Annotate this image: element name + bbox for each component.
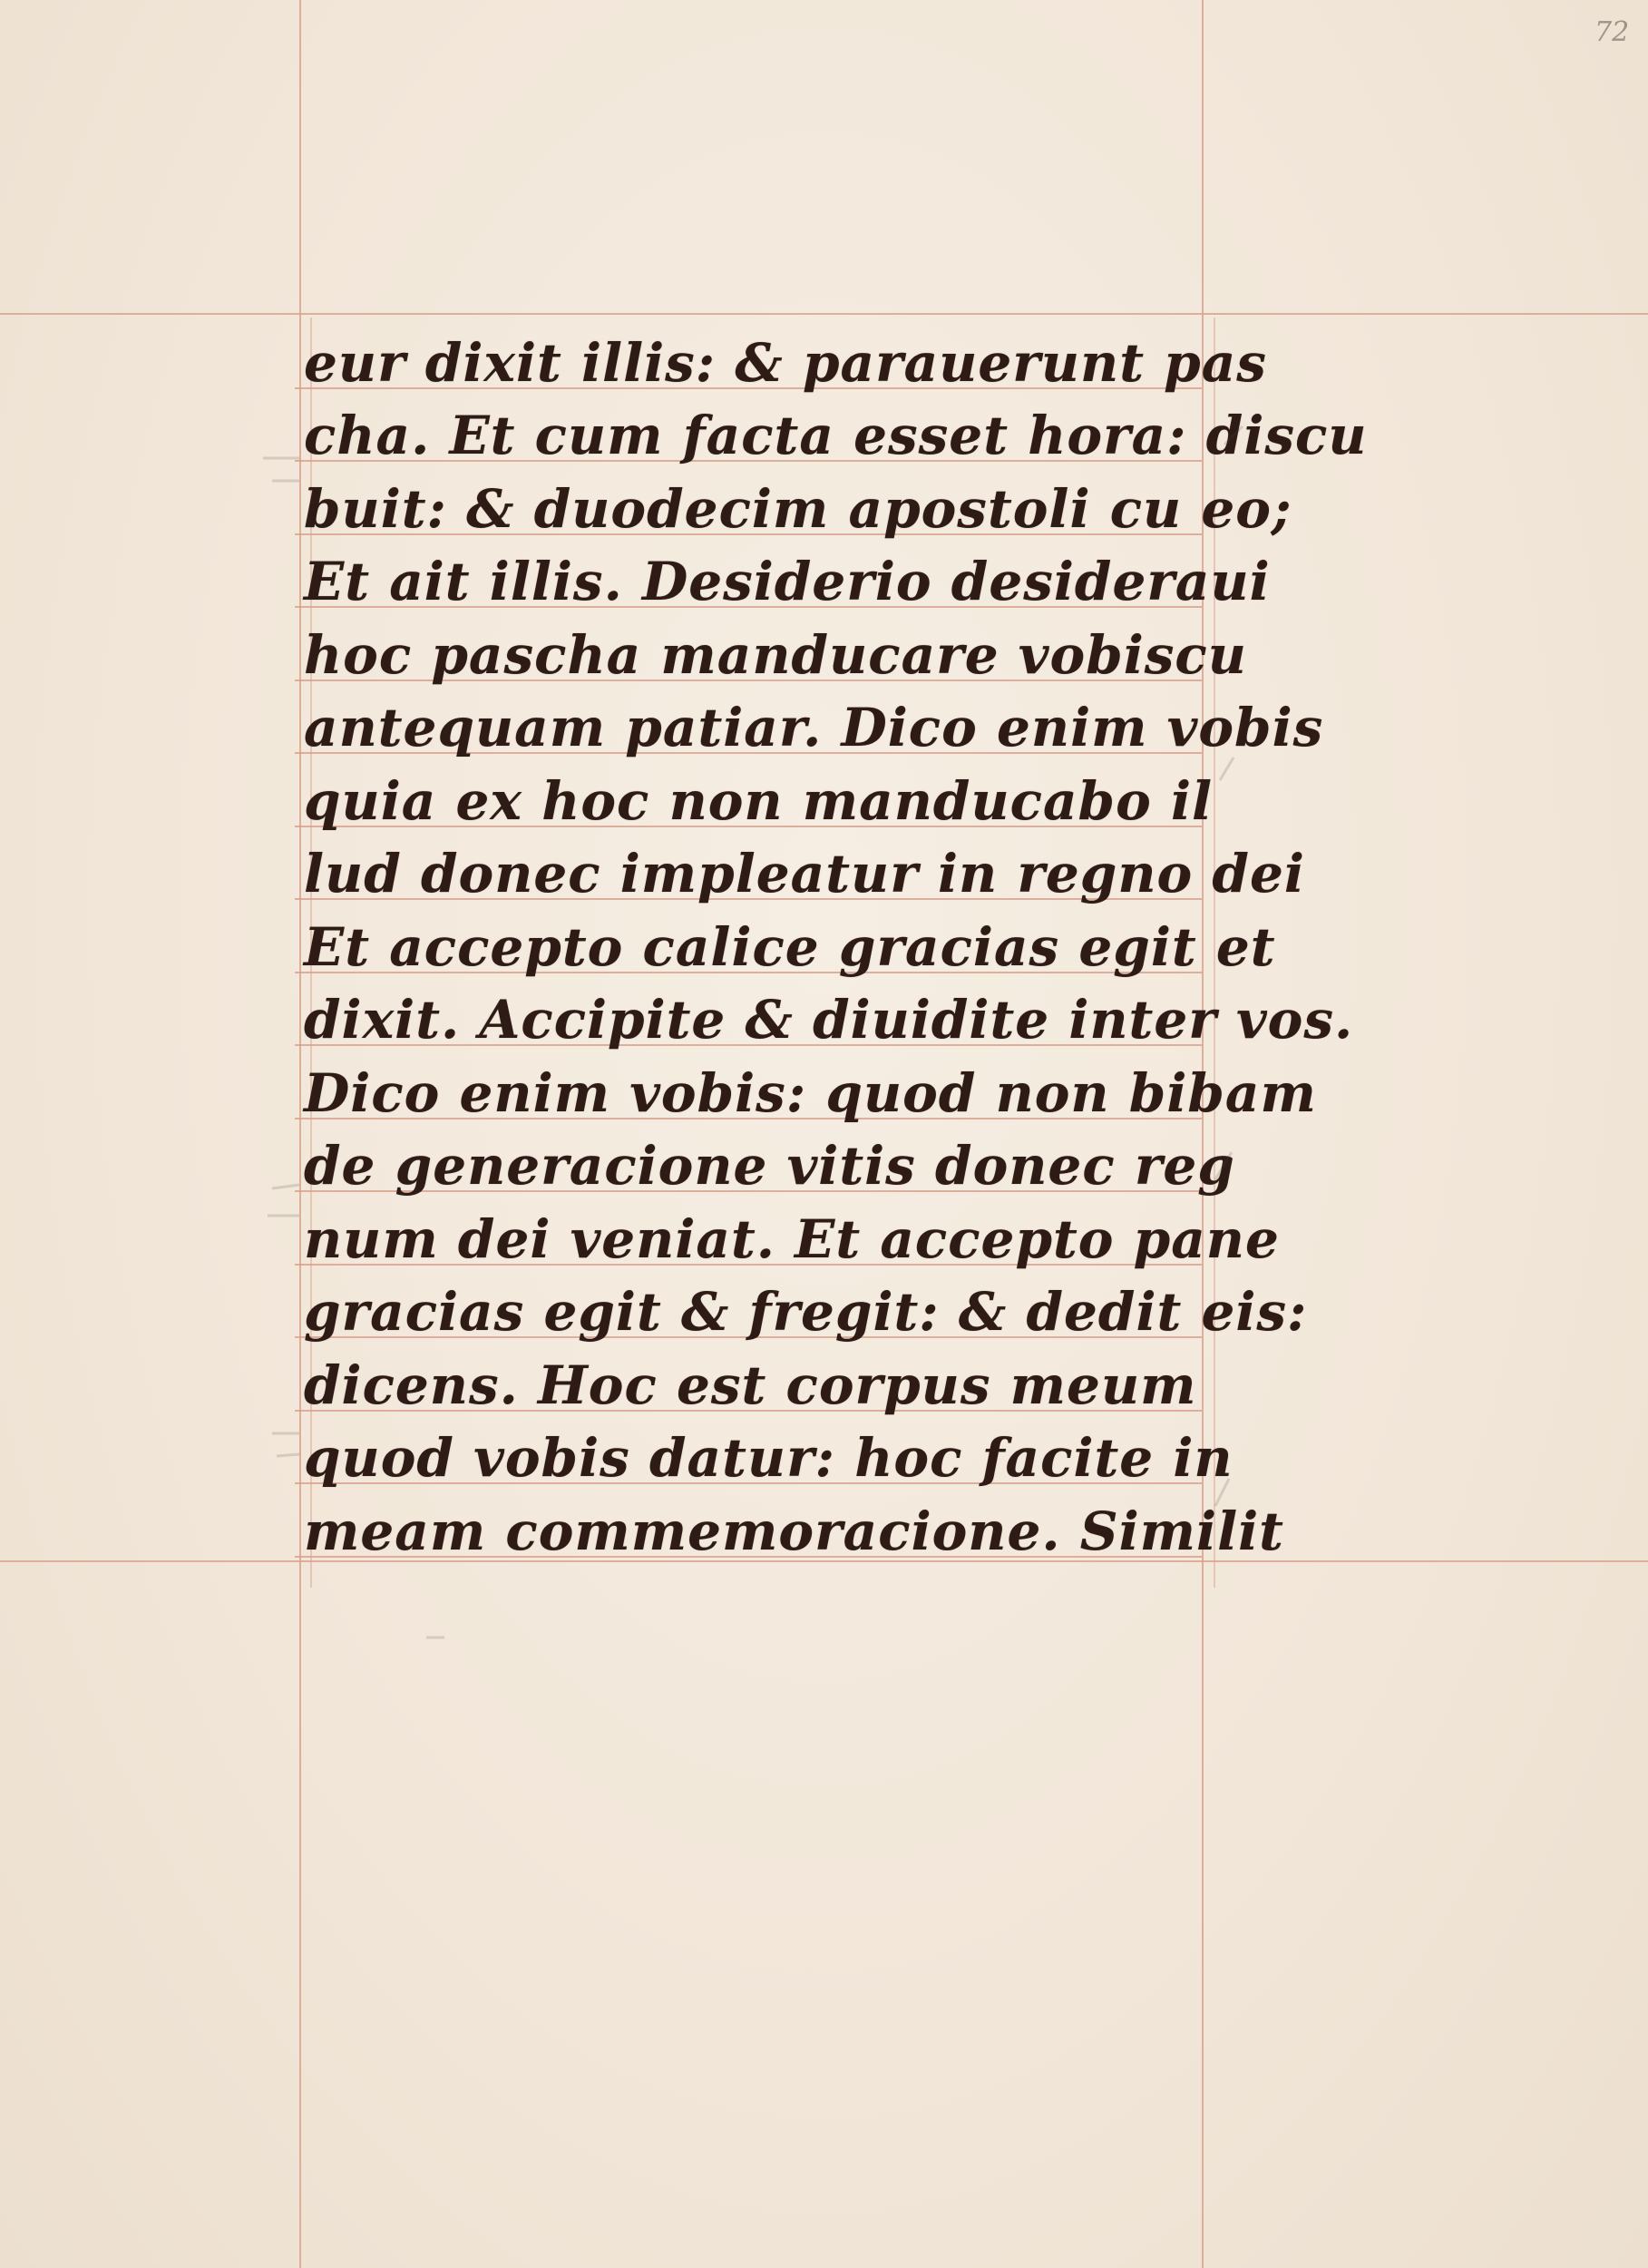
text-line-5: hoc pascha manducare vobiscu [304, 624, 1247, 686]
text-line-13: num dei veniat. Et accepto pane [304, 1208, 1280, 1270]
left-margin-rule [299, 0, 301, 2268]
text-line-16: quod vobis datur: hoc facite in [304, 1427, 1234, 1489]
text-line-8: lud donec impleatur in regno dei [304, 843, 1305, 904]
text-line-15: dicens. Hoc est corpus meum [304, 1354, 1197, 1416]
text-line-2: cha. Et cum facta esset hora: discu [304, 405, 1368, 466]
folio-number: 72 [1594, 16, 1630, 48]
bleed-mark [263, 458, 299, 481]
bleed-mark [272, 1433, 299, 1456]
text-block [304, 322, 1368, 1574]
text-line-11: Dico enim vobis: quod non bibam [304, 1062, 1317, 1124]
text-line-14: gracias egit & fregit: & dedit eis: [304, 1281, 1308, 1343]
text-line-1: eur dixit illis: & parauerunt pas [304, 332, 1267, 394]
text-line-4: Et ait illis. Desiderio desideraui [304, 551, 1271, 612]
top-margin-rule [0, 313, 1648, 315]
text-line-10: dixit. Accipite & diuidite inter vos. [304, 989, 1354, 1051]
text-line-9: Et accepto calice gracias egit et [304, 916, 1276, 978]
text-line-3: buit: & duodecim apostoli cu eo; [304, 478, 1292, 540]
text-line-12: de generacione vitis donec reg [304, 1135, 1235, 1197]
text-line-6: antequam patiar. Dico enim vobis [304, 697, 1324, 758]
text-line-17: meam commemoracione. Similit [304, 1501, 1284, 1562]
text-line-7: quia ex hoc non manducabo il [304, 770, 1214, 832]
